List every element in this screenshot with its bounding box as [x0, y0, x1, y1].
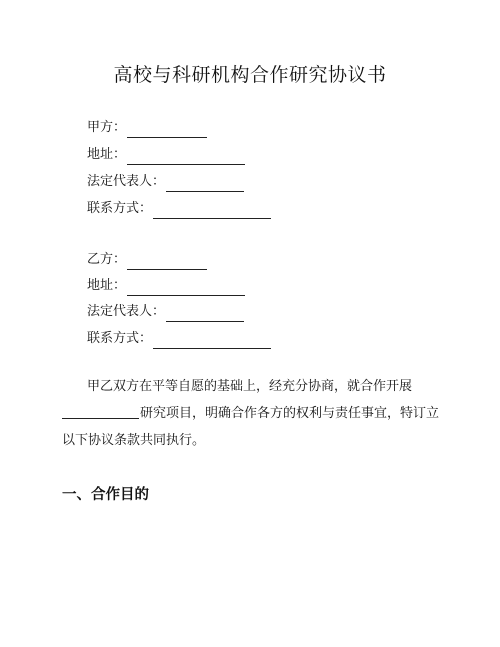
- party-b-rep-field: [87, 302, 244, 322]
- party-a-contact-field: [87, 199, 271, 219]
- intro-line-3: 以下协议条款共同执行。: [62, 433, 206, 448]
- party-b-name-blank[interactable]: [127, 254, 207, 270]
- party-a-rep-blank[interactable]: [166, 176, 244, 192]
- party-b-address-field: [87, 276, 245, 296]
- party-a-name-blank[interactable]: [127, 122, 207, 138]
- party-b-name-field: [87, 250, 207, 270]
- intro-line-1: 甲乙双方在平等自愿的基础上，经充分协商，就合作开展: [87, 379, 413, 394]
- party-a-contact-blank[interactable]: [153, 203, 271, 219]
- party-b-contact-field: [87, 329, 271, 349]
- document-title: 高校与科研机构合作研究协议书: [113, 64, 387, 86]
- party-a-address-label: 地址：: [87, 147, 127, 162]
- party-a-address-field: [87, 145, 245, 165]
- party-a-rep-label: 法定代表人：: [87, 174, 166, 189]
- party-a-address-blank[interactable]: [127, 149, 245, 165]
- project-name-blank[interactable]: [62, 403, 139, 419]
- party-b-address-blank[interactable]: [127, 280, 245, 296]
- party-b-address-label: 地址：: [87, 278, 127, 293]
- section-heading-purpose: 一、合作目的: [62, 487, 149, 503]
- party-a-rep-field: [87, 172, 244, 192]
- intro-paragraph: [62, 373, 442, 454]
- intro-line-2: [62, 400, 442, 427]
- party-b-contact-label: 联系方式：: [87, 331, 153, 346]
- party-a-name-field: [87, 118, 207, 138]
- party-a-name-label: 甲方：: [87, 120, 127, 135]
- party-a-contact-label: 联系方式：: [87, 201, 153, 216]
- party-b-contact-blank[interactable]: [153, 333, 271, 349]
- party-b-rep-label: 法定代表人：: [87, 304, 166, 319]
- party-b-name-label: 乙方：: [87, 252, 127, 267]
- intro-line-2-text: 研究项目，明确合作各方的权利与责任事宜，特订立: [140, 406, 440, 421]
- party-b-rep-blank[interactable]: [166, 306, 244, 322]
